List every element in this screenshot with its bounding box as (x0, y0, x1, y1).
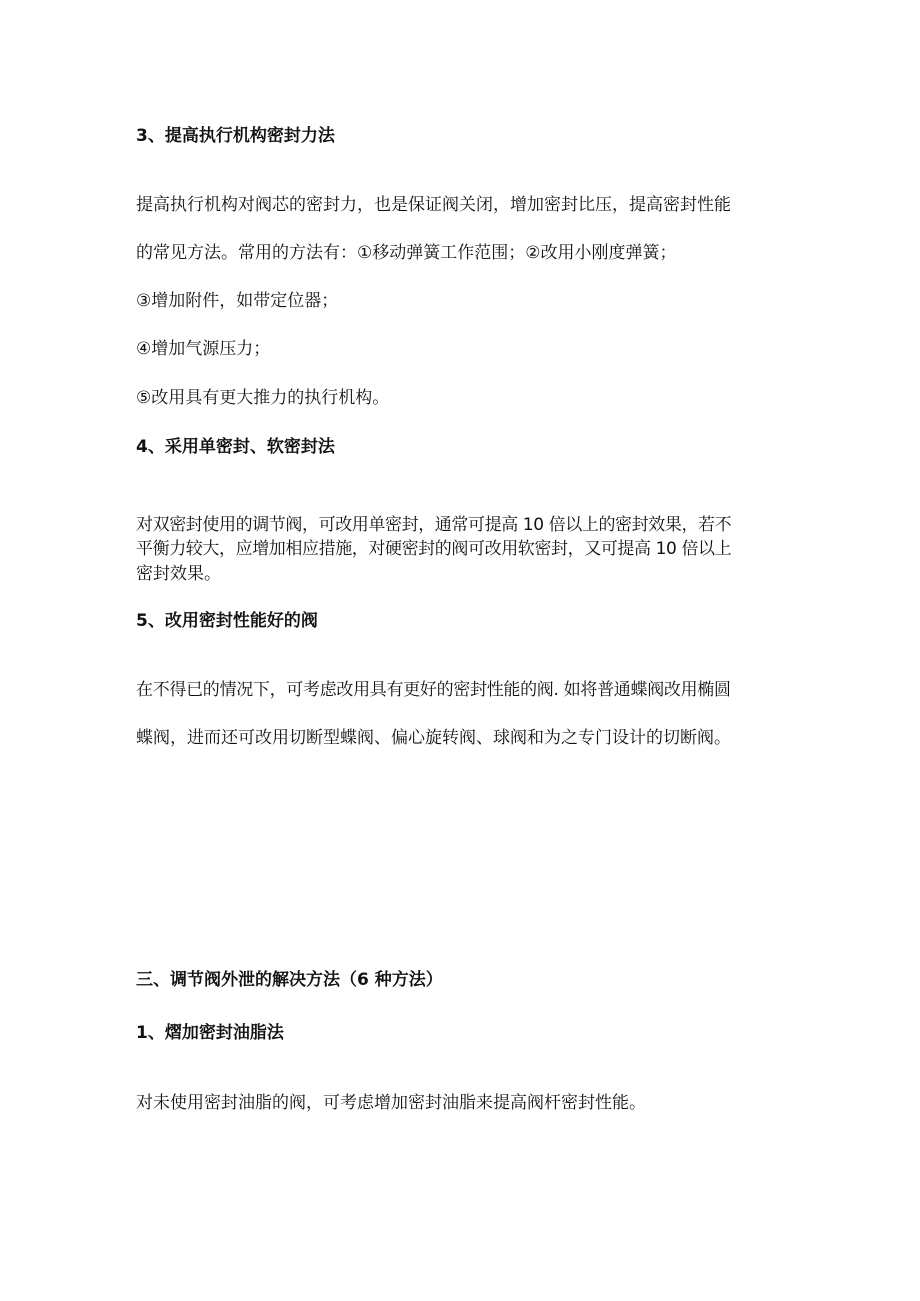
section-3-item-4: ④增加气源压力； (136, 339, 271, 359)
section-5-line-1: 在不得已的情况下，可考虑改用具有更好的密封性能的阀. 如将普通蝶阀改用椭圆 (136, 680, 731, 700)
section-5-line-2: 蝶阀，进而还可改用切断型蝶阀、偏心旋转阀、球阀和为之专门设计的切断阀。 (136, 728, 731, 748)
section-3-item-5: ⑤改用具有更大推力的执行机构。 (136, 388, 390, 408)
section-3-line-1: 提高执行机构对阀芯的密封力，也是保证阀关闭，增加密封比压，提高密封性能 (136, 195, 731, 215)
section-5-heading: 5、改用密封性能好的阀 (136, 611, 318, 631)
section-4-line-2: 平衡力较大，应增加相应措施，对硬密封的阀可改用软密封，又可提高 10 倍以上 (136, 539, 732, 559)
part-3-heading: 三、调节阀外泄的解决方法（6 种方法） (136, 970, 443, 990)
section-3-line-2: 的常见方法。常用的方法有：①移动弹簧工作范围；②改用小刚度弹簧； (136, 243, 677, 263)
part-3-section-1-line-1: 对未使用密封油脂的阀，可考虑增加密封油脂来提高阀杆密封性能。 (136, 1093, 646, 1113)
section-3-heading: 3、提高执行机构密封力法 (136, 126, 335, 146)
section-4-heading: 4、采用单密封、软密封法 (136, 437, 335, 457)
part-3-section-1-heading: 1、熠加密封油脂法 (136, 1023, 284, 1043)
section-3-item-3: ③增加附件，如带定位器； (136, 291, 339, 311)
section-4-line-1: 对双密封使用的调节阀，可改用单密封，通常可提高 10 倍以上的密封效果，若不 (136, 515, 732, 535)
section-4-line-3: 密封效果。 (136, 564, 221, 584)
